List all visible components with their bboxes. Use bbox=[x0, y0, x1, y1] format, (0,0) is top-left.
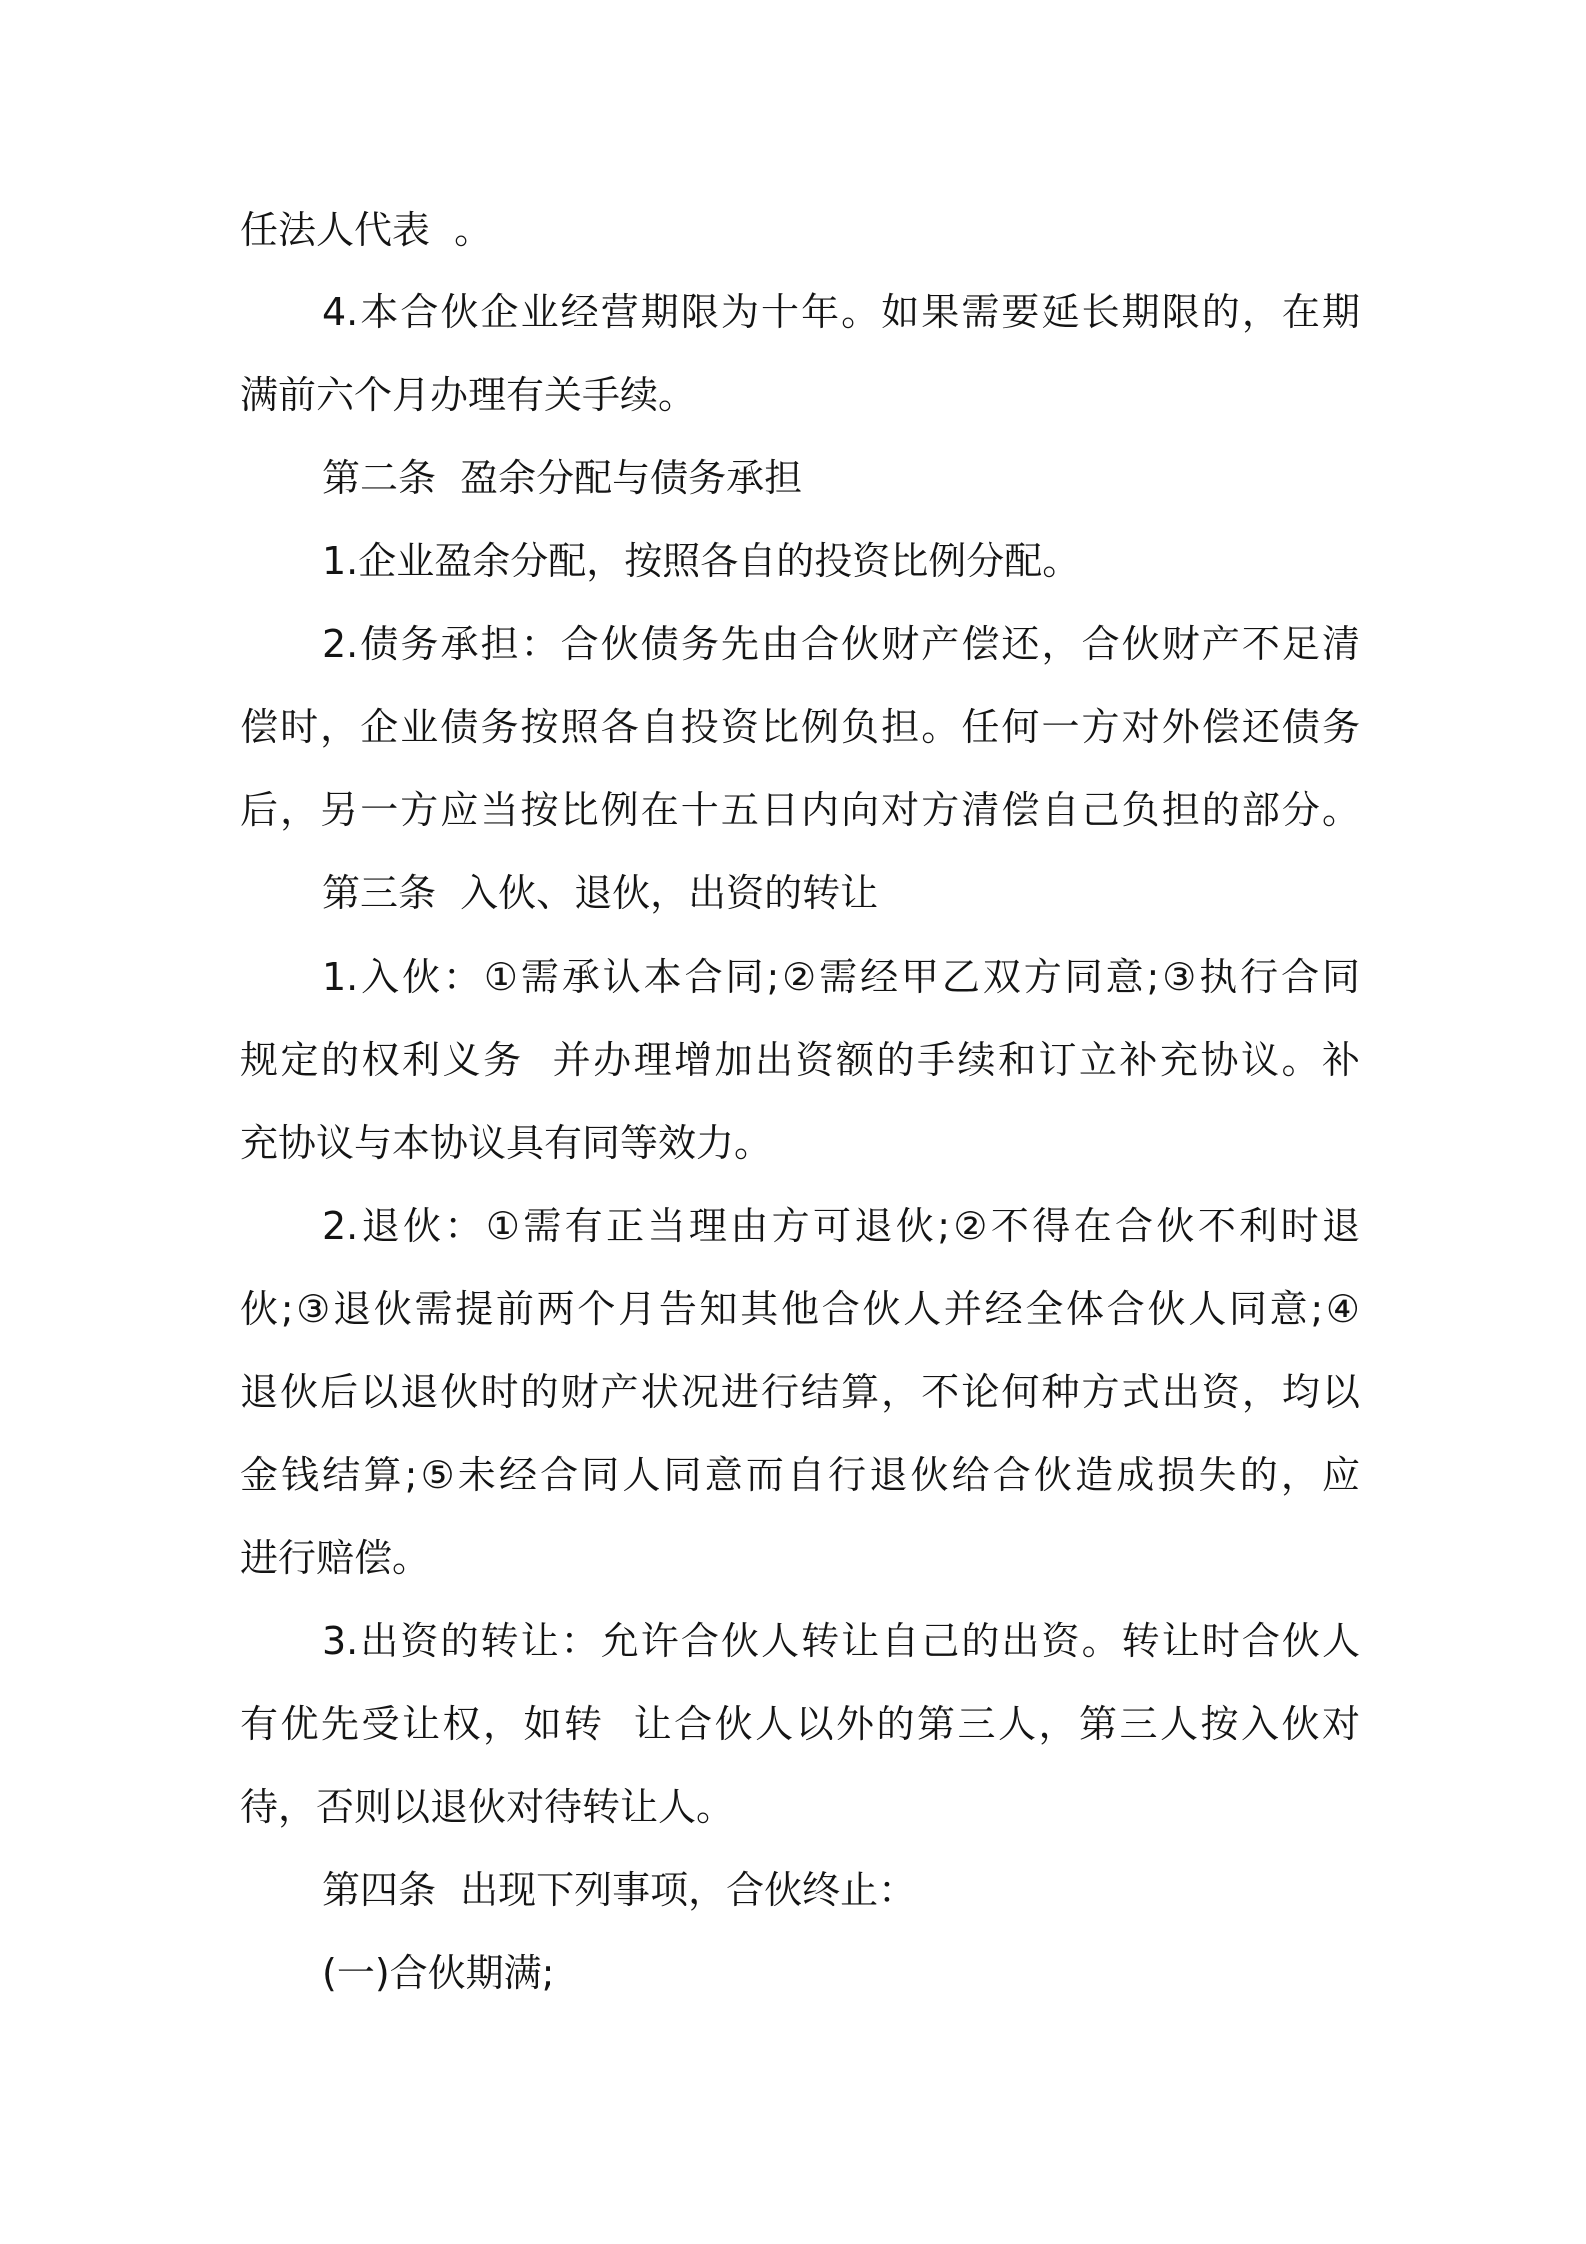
text-line: 有优先受让权，如转 让合伙人以外的第三人，第三人按入伙对 bbox=[240, 1702, 1360, 1746]
section-heading: 第二条 盈余分配与债务承担 bbox=[322, 456, 803, 500]
text-line: 1.入伙：①需承认本合同;②需经甲乙双方同意;③执行合同 bbox=[322, 955, 1360, 999]
text-line: 进行赔偿。 bbox=[240, 1536, 431, 1580]
text-line: 后，另一方应当按比例在十五日内向对方清偿自己负担的部分。 bbox=[240, 788, 1360, 832]
text-line: 满前六个月办理有关手续。 bbox=[240, 373, 697, 417]
text-line: 规定的权利义务 并办理增加出资额的手续和订立补充协议。补 bbox=[240, 1038, 1360, 1082]
text-line: 2.退伙：①需有正当理由方可退伙;②不得在合伙不利时退 bbox=[322, 1204, 1360, 1248]
text-line: 3.出资的转让：允许合伙人转让自己的出资。转让时合伙人 bbox=[322, 1619, 1360, 1663]
text-line: 任法人代表 。 bbox=[240, 208, 493, 252]
text-line: 偿时，企业债务按照各自投资比例负担。任何一方对外偿还债务 bbox=[240, 705, 1360, 749]
text-line: 充协议与本协议具有同等效力。 bbox=[240, 1121, 773, 1165]
text-line: 2.债务承担：合伙债务先由合伙财产偿还，合伙财产不足清 bbox=[322, 622, 1360, 666]
text-line: (一)合伙期满; bbox=[322, 1951, 555, 1995]
section-heading: 第四条 出现下列事项，合伙终止： bbox=[322, 1868, 917, 1912]
section-heading: 第三条 入伙、退伙，出资的转让 bbox=[322, 871, 879, 915]
text-line: 待，否则以退伙对待转让人。 bbox=[240, 1785, 735, 1829]
text-line: 伙;③退伙需提前两个月告知其他合伙人并经全体合伙人同意;④ bbox=[240, 1287, 1360, 1331]
text-line: 退伙后以退伙时的财产状况进行结算，不论何种方式出资，均以 bbox=[240, 1370, 1360, 1414]
text-line: 1.企业盈余分配，按照各自的投资比例分配。 bbox=[322, 539, 1081, 583]
text-line: 4.本合伙企业经营期限为十年。如果需要延长期限的，在期 bbox=[322, 290, 1360, 334]
text-line: 金钱结算;⑤未经合同人同意而自行退伙给合伙造成损失的，应 bbox=[240, 1453, 1360, 1497]
